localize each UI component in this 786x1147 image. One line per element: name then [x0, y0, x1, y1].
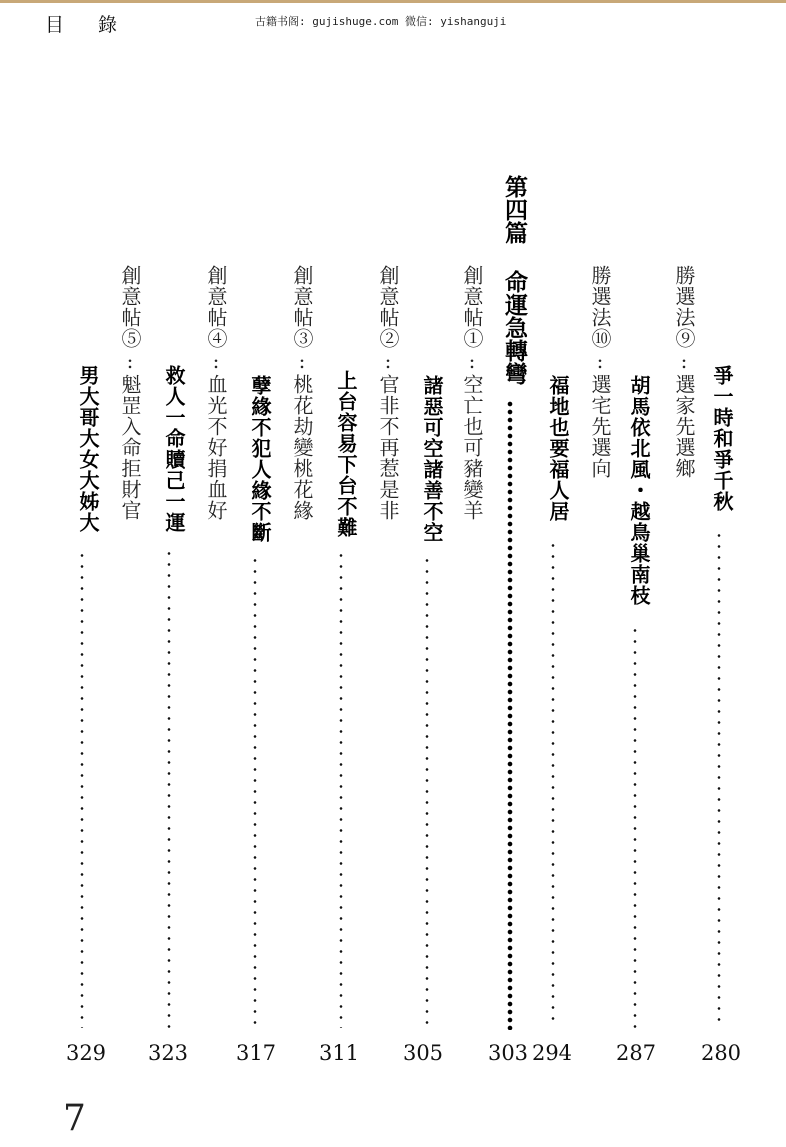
page-number[interactable]: 294: [531, 1041, 573, 1065]
page-number[interactable]: 305: [402, 1041, 444, 1065]
page-number[interactable]: 311: [318, 1041, 360, 1065]
toc-entry-label[interactable]: 勝選法⑨:選家先選鄉: [672, 265, 696, 479]
toc-entry-label[interactable]: 創意帖①:空亡也可豬變羊: [460, 265, 484, 521]
toc-entry-title[interactable]: 上台容易下台不難: [334, 370, 358, 538]
page-number[interactable]: 317: [235, 1041, 277, 1065]
toc-entry-label[interactable]: 創意帖②:官非不再惹是非: [376, 265, 400, 521]
page-title: 目 錄: [45, 14, 132, 36]
toc-entry-label[interactable]: 創意帖④:血光不好捐血好: [204, 265, 228, 521]
folio-number: 7: [63, 1098, 86, 1139]
dot-leader: [167, 548, 171, 1028]
top-rule: [0, 0, 786, 3]
watermark: 古籍书阁: gujishuge.com 微信: yishanguji: [255, 15, 507, 28]
dot-leader: [717, 530, 721, 1028]
toc-entry-title[interactable]: 男大哥大女大姊大: [76, 365, 100, 533]
toc-entry-title[interactable]: 諸惡可空諸善不空: [420, 375, 444, 543]
page-number[interactable]: 323: [147, 1041, 189, 1065]
page-number[interactable]: 303: [487, 1041, 529, 1065]
part-heading[interactable]: 第四篇 命運急轉彎: [501, 175, 527, 385]
dot-leader: [551, 540, 555, 1028]
toc-entry-label[interactable]: 勝選法⑩:選宅先選向: [588, 265, 612, 479]
dot-leader-heavy: [507, 400, 513, 1030]
dot-leader: [253, 555, 257, 1028]
dot-leader: [633, 625, 637, 1028]
toc-entry-label[interactable]: 創意帖③:桃花劫變桃花緣: [290, 265, 314, 521]
page-number[interactable]: 329: [65, 1041, 107, 1065]
dot-leader: [80, 550, 84, 1028]
page-number[interactable]: 280: [700, 1041, 742, 1065]
toc-entry-title[interactable]: 胡馬依北風・越鳥巢南枝: [627, 375, 651, 606]
toc-entry-title[interactable]: 救人一命贖己一運: [162, 365, 186, 533]
toc-entry-title[interactable]: 福地也要福人居: [546, 375, 570, 522]
dot-leader: [339, 550, 343, 1028]
dot-leader: [425, 555, 429, 1028]
toc-entry-title[interactable]: 爭一時和爭千秋: [710, 365, 734, 512]
toc-entry-title[interactable]: 孽緣不犯人緣不斷: [248, 375, 272, 543]
toc-entry-label[interactable]: 創意帖⑤:魁罡入命拒財官: [118, 265, 142, 521]
page-number[interactable]: 287: [615, 1041, 657, 1065]
